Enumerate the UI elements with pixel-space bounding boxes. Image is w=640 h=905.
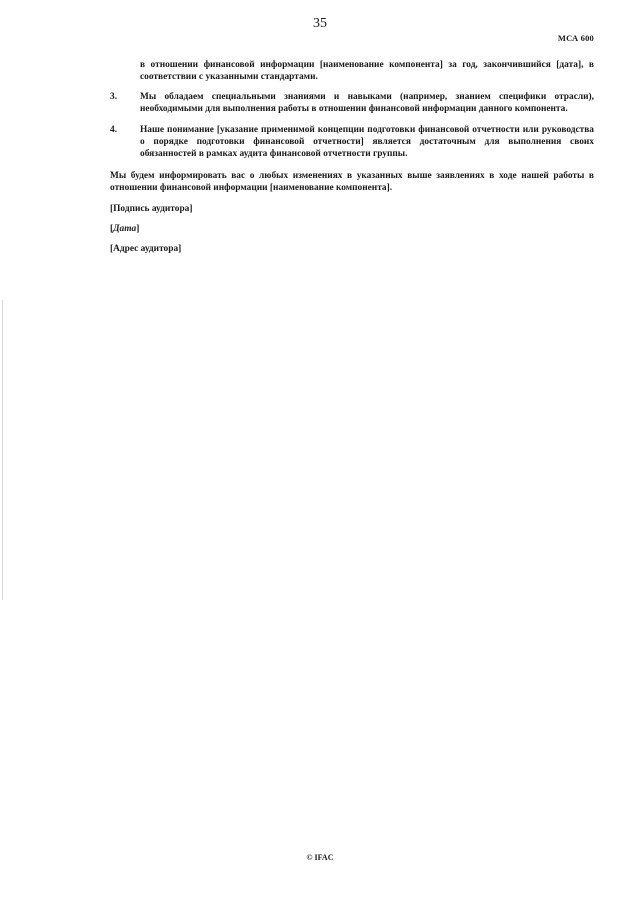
page-number: 35 [313, 16, 327, 31]
auditor-address-placeholder: [Адрес аудитора] [110, 244, 182, 254]
auditor-signature-placeholder: [Подпись аудитора] [110, 204, 193, 214]
list-item-text: Наше понимание [указание применимой концепции подготовки финансовой отчетности или руководства о порядке подготовки финансовой отчетности] является достаточным для выполнения своих обязанностей в рамках аудита финансовой отчетности группы. [140, 125, 594, 159]
list-item-number: 4. [110, 125, 118, 135]
scan-margin-line [2, 300, 3, 600]
list-item-text: Мы обладаем специальными знаниями и навыками (например, знанием специфики отрасли), необходимыми для выполнения работы в отношении финансовой информации данного компонента. [140, 92, 594, 114]
continuation-paragraph: в отношении финансовой информации [наименование компонента] за год, закончившийся [дата], в соответствии с указанными стандартами. [140, 60, 594, 82]
date-placeholder [110, 224, 139, 234]
date-label: Дата [113, 224, 137, 234]
footer-copyright: © IFAC [306, 853, 334, 862]
document-code: МСА 600 [557, 33, 594, 43]
closing-paragraph: Мы будем информировать вас о любых изменениях в указанных выше заявлениях в ходе нашей работы в отношении финансовой информации [наименование компонента]. [110, 171, 594, 193]
date-bracket-open: [ [110, 224, 114, 234]
list-item-number: 3. [110, 92, 118, 102]
date-bracket-close: ] [136, 224, 140, 234]
